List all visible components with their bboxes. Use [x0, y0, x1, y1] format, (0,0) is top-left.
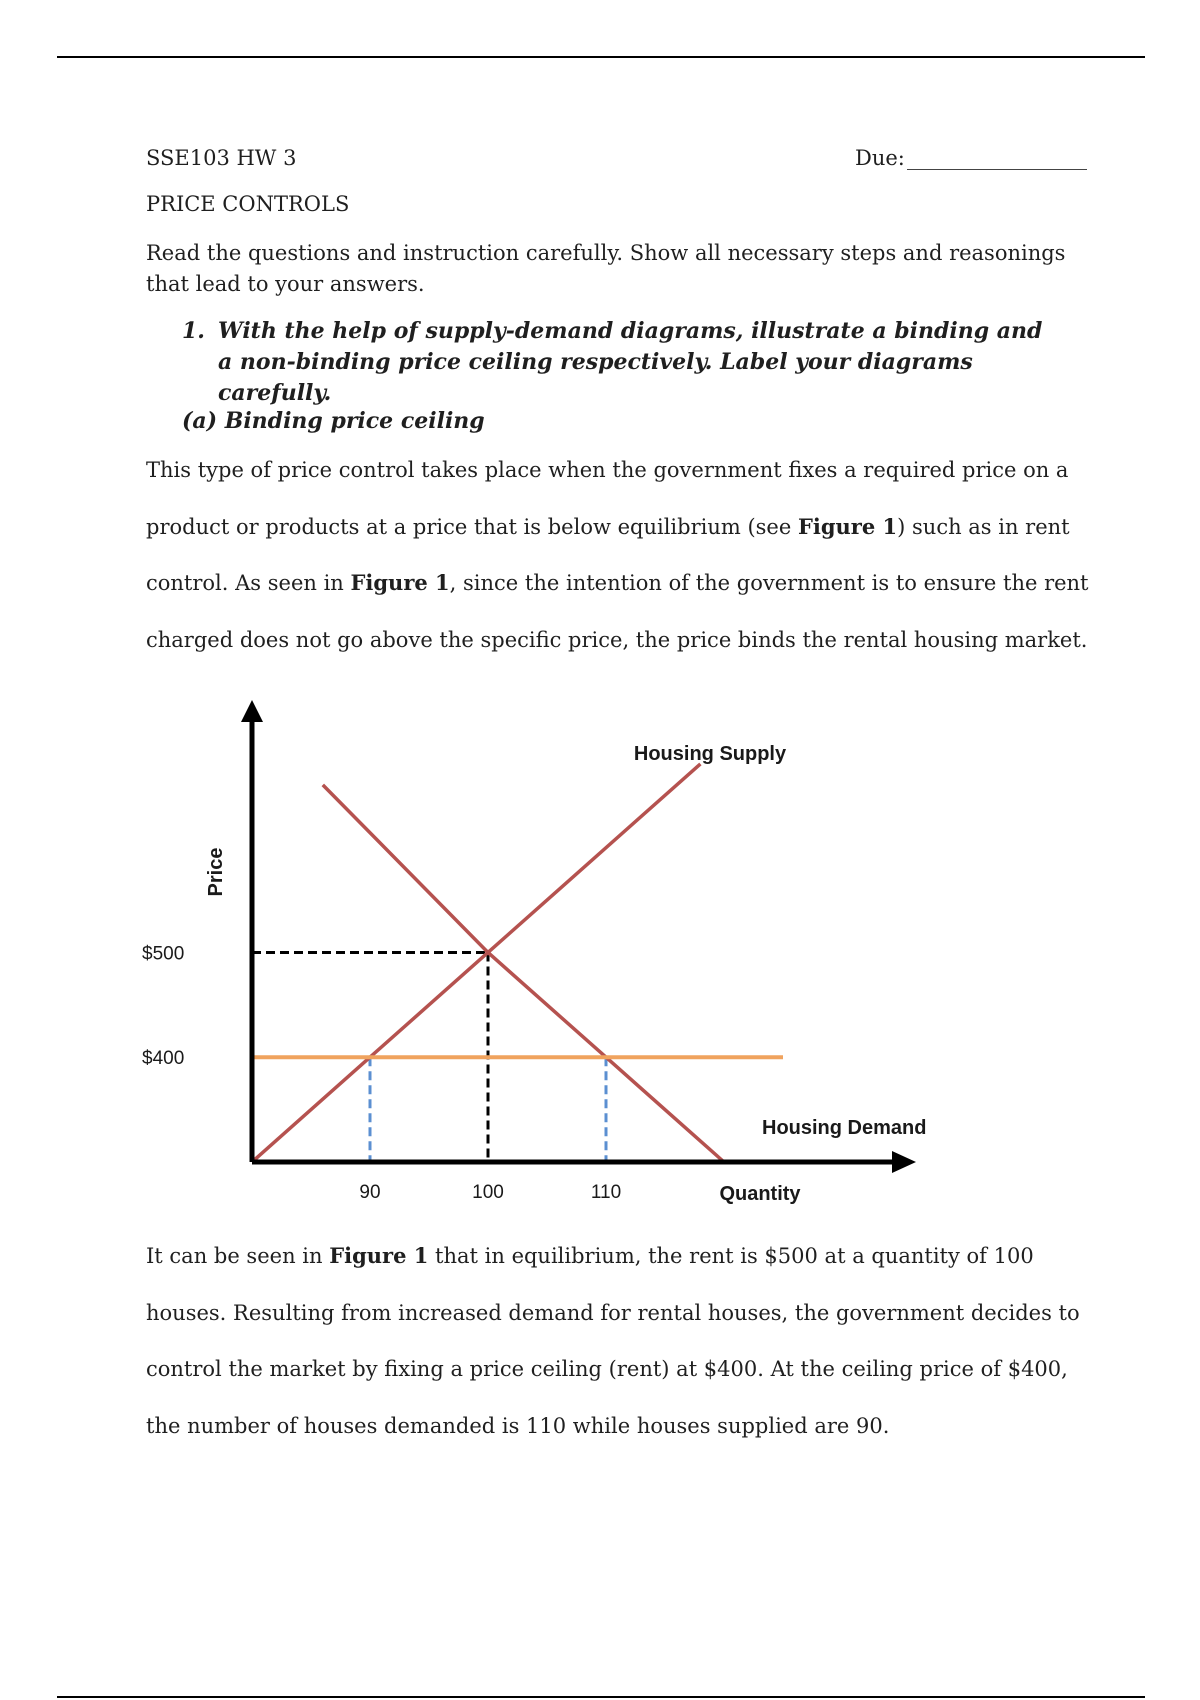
figure-ref: Figure 1 [329, 1243, 429, 1268]
x-tick-label: 100 [472, 1182, 504, 1203]
question-1 [182, 316, 1062, 409]
supply-demand-chart [130, 700, 930, 1220]
x-axis-arrowhead [892, 1151, 916, 1173]
top-rule [57, 56, 1145, 58]
due-field [855, 146, 1087, 170]
figure-ref: Figure 1 [797, 513, 898, 539]
series-label-housing-supply: Housing Supply [633, 743, 787, 765]
x-axis-label: Quantity [719, 1183, 801, 1205]
series-line-housing-demand [323, 785, 724, 1162]
subheading-binding-ceiling: (a) Binding price ceiling [182, 408, 485, 434]
para2-text-2: that in equilibrium, the rent is $500 at a quantity of 100 houses. Resulting from increased demand for rental houses, the government decides to control the market by fixing a price ceiling (rent) at $400. At the ceiling price of $400, the number of houses demanded is 110 while houses supplied are 90. [146, 1244, 1080, 1438]
series-line-housing-supply [252, 764, 700, 1162]
section-title: PRICE CONTROLS [146, 192, 350, 216]
question-number: 1. [182, 318, 205, 344]
y-tick-label: $400 [142, 1048, 185, 1070]
figure-ref: Figure 1 [350, 570, 450, 595]
series-label-housing-demand: Housing Demand [762, 1117, 927, 1139]
figure-1-chart [130, 700, 930, 1220]
para1-text-3: , since the intention of the government is to ensure the rent charged does not go above the specific price, the price binds the rental housing market. [146, 571, 1089, 652]
para1-text-2: ) such as in rent control. As seen in [146, 514, 1070, 595]
paragraph-equilibrium [146, 1228, 1096, 1454]
question-text: With the help of supply-demand diagrams, illustrate a binding and a non-binding price ceiling respectively. Label your diagrams carefully. [218, 318, 1043, 406]
x-tick-label: 110 [590, 1182, 622, 1203]
y-axis-arrowhead [241, 700, 263, 722]
course-title: SSE103 HW 3 [146, 146, 297, 170]
y-tick-label: $500 [142, 943, 185, 965]
due-label: Due: [855, 146, 905, 170]
x-tick-label: 90 [359, 1182, 381, 1203]
para1-text-1: This type of price control takes place when the government fixes a required price on a product or products at a price that is below equilibrium (see [146, 458, 1069, 539]
due-blank-line [907, 151, 1087, 170]
paragraph-binding-ceiling [146, 442, 1096, 668]
instructions-text: Read the questions and instruction carefully. Show all necessary steps and reasonings that lead to your answers. [146, 241, 1066, 296]
y-axis-label: Price [205, 847, 227, 897]
bottom-rule [57, 1696, 1145, 1698]
para2-text-1: It can be seen in [146, 1244, 330, 1268]
